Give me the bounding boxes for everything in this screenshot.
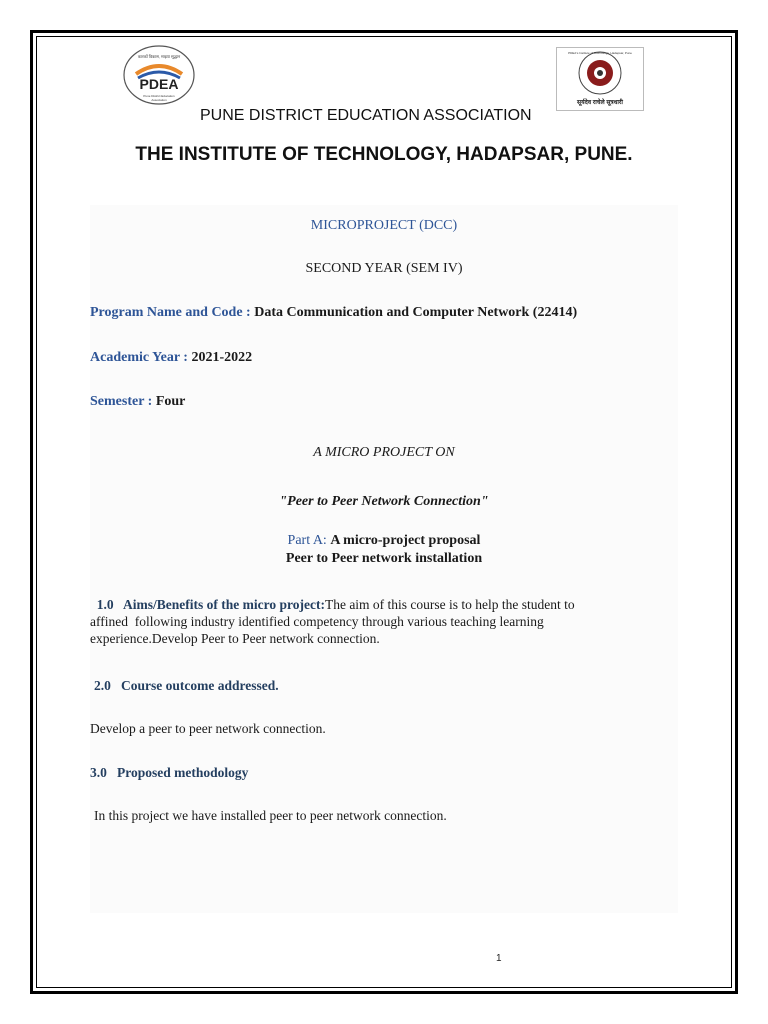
pdea-logo-text: PDEA [139,76,179,92]
semester-value: Four [155,394,186,409]
aims-line-3: experience.Develop Peer to Peer network connection. [90,631,380,646]
microproject-title: MICROPROJECT (DCC) [310,218,458,233]
project-title: "Peer to Peer Network Connection" [279,494,489,509]
academic-label: Academic Year : [90,350,188,365]
pdea-logo-subtext: Pune District Education Association [143,94,175,102]
aims-section [90,596,678,647]
semester-line [90,394,185,410]
aims-line-2: affined following industry identified competency through various teaching learning [90,614,544,629]
course-heading: 2.0 Course outcome addressed. [94,678,279,693]
part-a-label: Part A: [287,533,327,548]
part-a-value: A micro-project proposal [330,533,481,548]
program-line [90,305,577,321]
academic-value: 2021-2022 [191,350,253,365]
program-label: Program Name and Code : [90,305,251,320]
institute-logo [556,47,644,111]
semester-label: Semester : [90,394,153,409]
part-a-subtitle: Peer to Peer network installation [285,551,483,566]
aims-line-1 [90,596,678,613]
method-heading: 3.0 Proposed methodology [90,765,249,780]
institute-logo-ring: PDEA's Institute of Technology, Hadapsar, Pune [568,51,632,55]
page-number: 1 [496,953,502,964]
association-name: PUNE DISTRICT EDUCATION ASSOCIATION [200,107,532,124]
program-value: Data Communication and Computer Network (22414) [254,305,578,320]
part-a-line [90,533,678,549]
academic-line [90,350,252,366]
aims-text-1: The aim of this course is to help the student to [324,597,575,612]
institute-name: THE INSTITUTE OF TECHNOLOGY, HADAPSAR, PUNE. [135,144,633,165]
year-line: SECOND YEAR (SEM IV) [305,261,463,276]
pdea-logo [122,44,196,106]
aims-heading: 1.0 Aims/Benefits of the micro project: [96,597,325,612]
institute-logo-motto: सूर्यदेव राचेले सूत्रधारी [577,100,623,106]
micro-project-on: A MICRO PROJECT ON [313,445,455,460]
method-text: In this project we have installed peer to peer network connection. [94,808,447,823]
course-text: Develop a peer to peer network connection. [90,721,326,736]
pdea-logo-tagline: कारकों विकास, माझ्या सूद्धान [137,54,181,59]
